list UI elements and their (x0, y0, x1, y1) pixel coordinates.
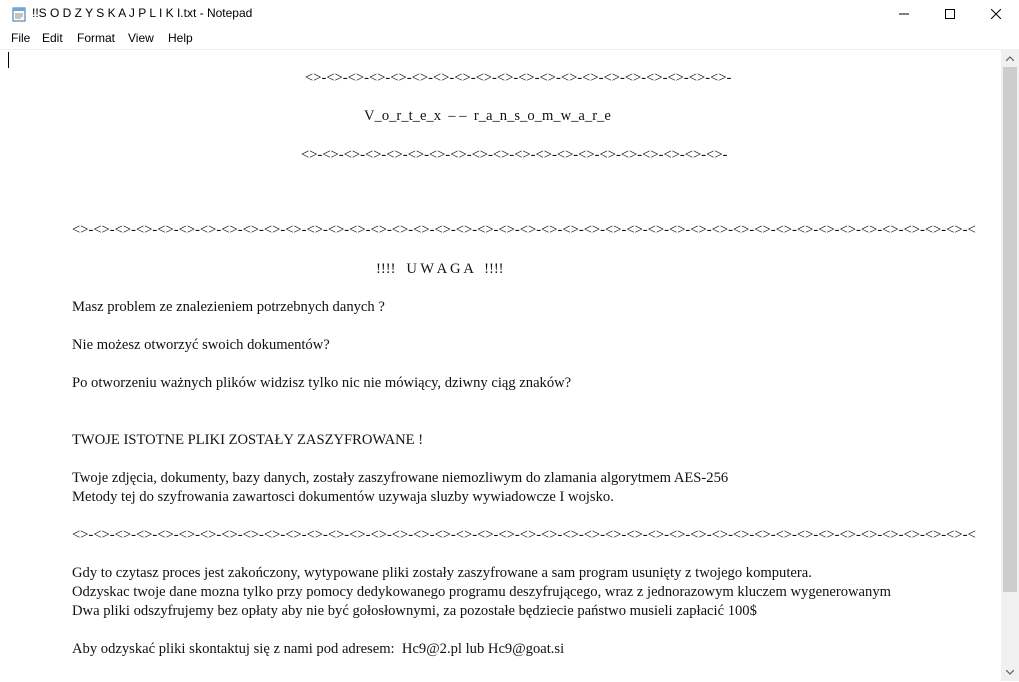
close-button[interactable] (973, 0, 1019, 28)
text-line: Nie możesz otworzyć swoich dokumentów? (72, 337, 330, 353)
scroll-up-button[interactable] (1001, 49, 1019, 67)
minimize-icon (899, 9, 909, 19)
menu-edit[interactable]: Edit (42, 31, 63, 45)
text-line: Odzyskac twoje dane mozna tylko przy pomocy dedykowanego programu deszyfrującego, wraz z jednorazowym kluczem wygenerowanym (72, 584, 891, 600)
text-line: Metody tej do szyfrowania zawartosci dokumentów uzywaja sluzby wywiadowcze I wojsko. (72, 489, 614, 505)
ransomware-name: V_o_r_t_e_x – – r_a_n_s_o_m_w_a_r_e (364, 108, 611, 124)
title-bar[interactable] (0, 0, 1019, 28)
menu-bar (0, 29, 1019, 49)
close-icon (991, 9, 1001, 19)
text-line: Twoje zdjęcia, dokumenty, bazy danych, zostały zaszyfrowane niemozliwym do zlamania algorytmem AES-256 (72, 470, 729, 486)
text-line: Gdy to czytasz proces jest zakończony, wytypowane pliki zostały zaszyfrowane a sam program usunięty z twojego komputera. (72, 565, 812, 581)
vertical-scrollbar[interactable] (1001, 49, 1019, 681)
separator-line: <>-<>-<>-<>-<>-<>-<>-<>-<>-<>-<>-<>-<>-<>-<>-<>-<>-<>-<>-<>- (305, 70, 732, 86)
separator-line: <>-<>-<>-<>-<>-<>-<>-<>-<>-<>-<>-<>-<>-<>-<>-<>-<>-<>-<>-<>-<>-<>-<>-<>-<>-<>-<>-<>-<>-<>-<>-<>-<>-<>-<>-<>-<>-<>-<>-<>-<>-<>-< (72, 527, 976, 543)
separator-line: <>-<>-<>-<>-<>-<>-<>-<>-<>-<>-<>-<>-<>-<>-<>-<>-<>-<>-<>-<>-<>-<>-<>-<>-<>-<>-<>-<>-<>-<>-<>-<>-<>-<>-<>-<>-<>-<>-<>-<>-<>-<>-< (72, 222, 976, 238)
text-line: Dwa pliki odszyfrujemy bez opłaty aby nie być gołosłownymi, za pozostałe będziecie państwo musieli zapłacić 100$ (72, 603, 757, 619)
menu-format[interactable]: Format (77, 31, 116, 45)
menu-view[interactable]: View (128, 31, 154, 45)
warning-heading: !!!! U W A G A !!!! (376, 261, 504, 277)
separator-line: <>-<>-<>-<>-<>-<>-<>-<>-<>-<>-<>-<>-<>-<>-<>-<>-<>-<>-<>-<>- (301, 147, 728, 163)
scroll-down-button[interactable] (1001, 663, 1019, 681)
text-line: Po otworzeniu ważnych plików widzisz tylko nic nie mówiący, dziwny ciąg znaków? (72, 375, 572, 391)
window-title: !!S O D Z Y S K A J P L I K I.txt - Notepad (32, 6, 253, 20)
menu-file[interactable]: File (11, 31, 31, 45)
text-editor[interactable] (0, 49, 1001, 682)
text-line: Masz problem ze znalezieniem potrzebnych danych ? (72, 299, 385, 315)
scroll-thumb[interactable] (1003, 67, 1017, 592)
maximize-button[interactable] (927, 0, 973, 28)
text-caret (8, 52, 9, 68)
contact-line: Aby odzyskać pliki skontaktuj się z nami pod adresem: Hc9@2.pl lub Hc9@goat.si (72, 641, 565, 657)
notepad-icon (12, 6, 26, 22)
minimize-button[interactable] (881, 0, 927, 28)
text-line: TWOJE ISTOTNE PLIKI ZOSTAŁY ZASZYFROWANE ! (72, 432, 424, 448)
maximize-icon (945, 9, 955, 19)
chevron-down-icon (1006, 670, 1014, 675)
chevron-up-icon (1006, 56, 1014, 61)
menu-help[interactable]: Help (168, 31, 193, 45)
